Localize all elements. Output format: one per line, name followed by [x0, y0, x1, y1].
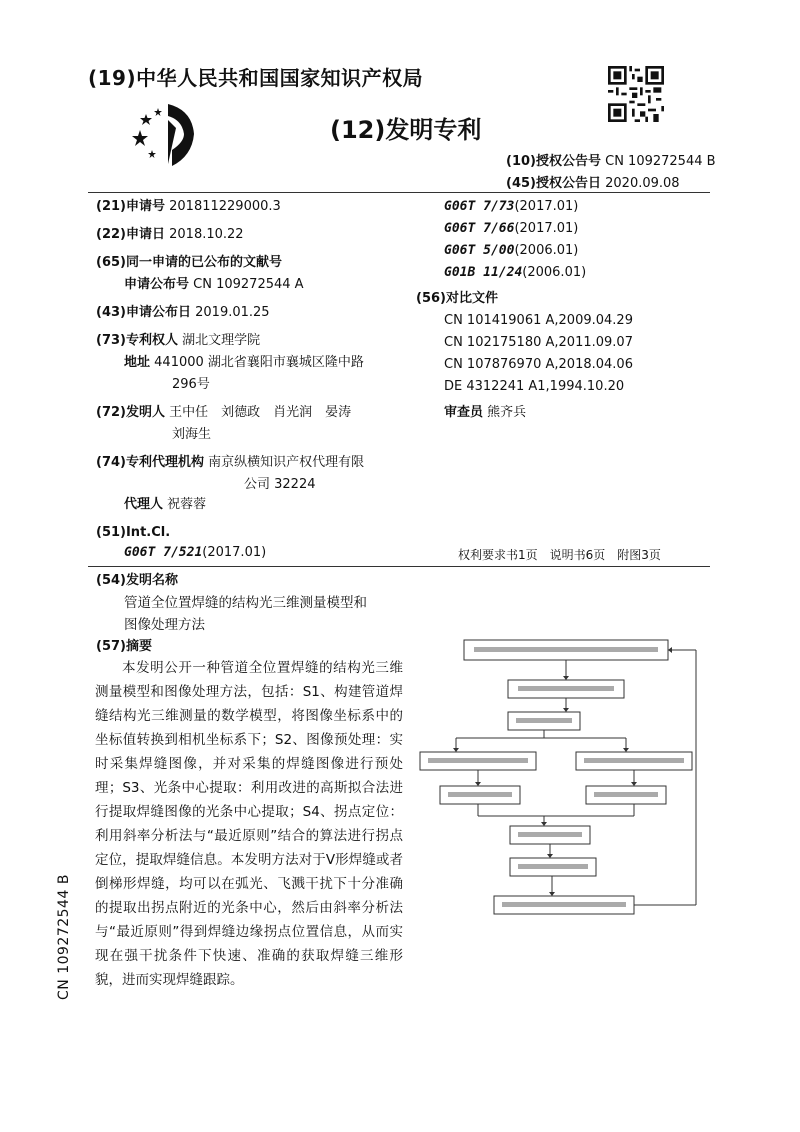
grant-date: (45)授权公告日 2020.09.08	[506, 176, 680, 191]
office-name: (19)中华人民共和国国家知识产权局	[88, 66, 424, 90]
cited-label: (56)对比文件	[416, 291, 498, 306]
intcl-label: (51)Int.Cl.	[96, 525, 171, 540]
side-patent-number: CN 109272544 B	[56, 874, 72, 1000]
page-counts: 权利要求书1页 说明书6页 附图3页	[458, 548, 661, 562]
cited-4: DE 4312241 A1,1994.10.20	[444, 379, 625, 394]
document-type: (12)发明专利	[330, 116, 482, 144]
abstract-label: (57)摘要	[96, 639, 152, 654]
application-number: (21)申请号 201811229000.3	[96, 199, 281, 214]
header-divider	[88, 192, 710, 193]
cited-2: CN 102175180 A,2011.09.07	[444, 335, 633, 350]
flow-box-9	[510, 858, 596, 876]
inventors-line2: 刘海生	[172, 427, 212, 442]
cnipa-logo-icon	[132, 100, 212, 170]
invention-title-label: (54)发明名称	[96, 573, 178, 588]
class-2: G06T 7/66(2017.01)	[444, 221, 579, 236]
abstract-text: 本发明公开一种管道全位置焊缝的结构光三维测量模型和图像处理方法，包括：S1、构建管道焊缝结构光三维测量的数学模型，将图像坐标系中的坐标值转换到相机坐标系下；S2、图像预处理：实时采集焊缝图像，并对采集的焊缝图像进行预处理；S3、光条中心提取：利用改进的高斯拟合法进行提取焊缝图像的光条中心提取；S4、拐点定位：利用斜率分析法与“最近原则”结合的算法进行拐点定位，提取焊缝信息。本发明方法对于V形焊缝或者倒梯形焊缝，均可以在弧光、飞溅干扰下十分准确的提取出拐点附近的光条中心，然后由斜率分析法与“最近原则”得到焊缝边缘拐点位置信息，从而实现在强干扰条件下快速、准确的获取焊缝三维形貌，进而实现焊缝跟踪。	[95, 660, 403, 988]
flow-box-7	[586, 786, 666, 804]
flow-box-2	[508, 680, 624, 698]
class-3: G06T 5/00(2006.01)	[444, 243, 579, 258]
application-date: (22)申请日 2018.10.22	[96, 227, 244, 242]
class-1: G06T 7/73(2017.01)	[444, 199, 579, 214]
patent-agency: (74)专利代理机构 南京纵横知识产权代理有限	[96, 455, 365, 470]
address: 地址 441000 湖北省襄阳市襄城区隆中路	[124, 355, 364, 370]
cited-1: CN 101419061 A,2009.04.29	[444, 313, 633, 328]
qr-code-icon	[608, 66, 664, 122]
address-line2: 296号	[172, 377, 210, 392]
publication-date: (43)申请公布日 2019.01.25	[96, 305, 270, 320]
intcl-class: G06T 7/521(2017.01)	[124, 545, 267, 560]
flow-box-1	[464, 640, 668, 660]
flow-box-5	[576, 752, 692, 770]
grant-number: (10)授权公告号 CN 109272544 B	[506, 154, 716, 169]
class-4: G01B 11/24(2006.01)	[444, 265, 587, 280]
same-application-label: (65)同一申请的已公布的文献号	[96, 255, 282, 270]
publication-number: 申请公布号 CN 109272544 A	[124, 277, 304, 292]
agent: 代理人 祝蓉蓉	[124, 497, 207, 512]
flow-box-6	[440, 786, 520, 804]
patent-agency-line2: 公司 32224	[244, 477, 316, 492]
flow-box-4	[420, 752, 536, 770]
flow-box-10	[494, 896, 634, 914]
inventors: (72)发明人 王中任 刘德政 肖光润 晏涛	[96, 405, 352, 420]
flowchart-figure	[416, 630, 716, 930]
section-divider	[88, 566, 710, 567]
patentee: (73)专利权人 湖北文理学院	[96, 333, 261, 348]
cited-3: CN 107876970 A,2018.04.06	[444, 357, 633, 372]
invention-title-line1: 管道全位置焊缝的结构光三维测量模型和	[124, 595, 367, 611]
flow-box-8	[510, 826, 590, 844]
examiner: 审查员 熊齐兵	[444, 405, 527, 420]
flow-box-3	[508, 712, 580, 730]
invention-title-line2: 图像处理方法	[124, 617, 205, 633]
